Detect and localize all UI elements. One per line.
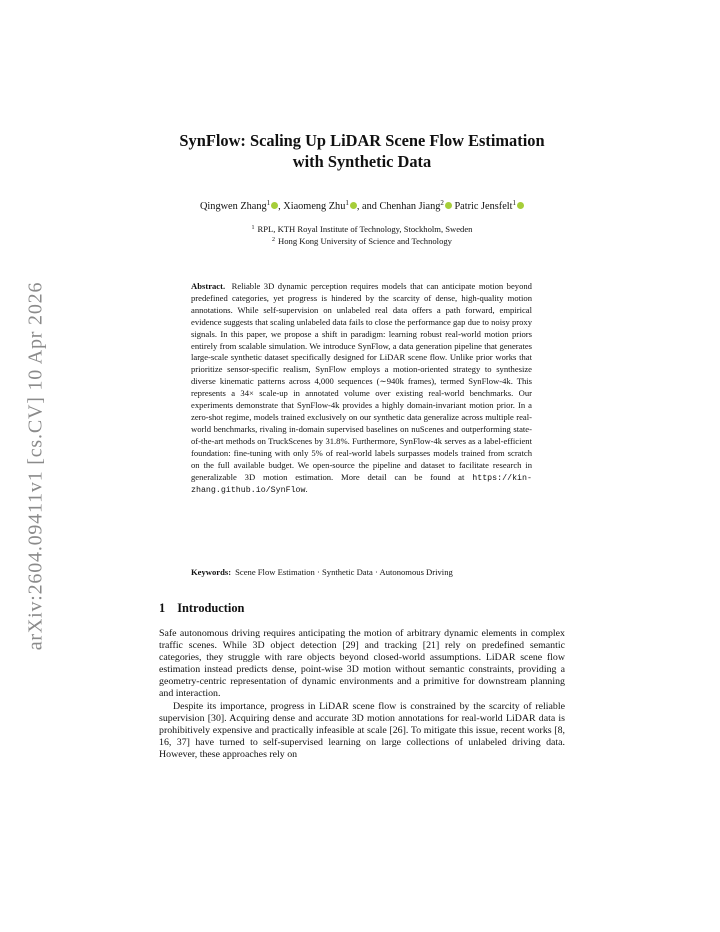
- abstract-end: .: [305, 484, 308, 495]
- keywords-label: Keywords:: [191, 567, 232, 577]
- author-name: Xiaomeng Zhu: [283, 201, 346, 212]
- introduction-body: [159, 628, 565, 761]
- section-heading: [159, 600, 244, 616]
- section-number: 1: [159, 601, 166, 615]
- body-paragraph: Safe autonomous driving requires anticipating the motion of arbitrary dynamic elements in complex traffic scenes. While 3D object detection [29] and tracking [21] rely on predefined semantic categories, they struggle with rare objects beyond closed-world assumptions. LiDAR scene flow estimation instead predicts dense, point-wise 3D motion without semantic constraints, providing a geometry-centric representation of dynamic environments and a primitive for downstream planning and interaction.: [159, 628, 565, 700]
- abstract: [191, 281, 532, 497]
- orcid-icon[interactable]: [517, 202, 524, 209]
- author: [283, 201, 379, 212]
- affiliation-mark: 1: [266, 199, 271, 207]
- author: [379, 201, 454, 212]
- keywords-text: Scene Flow Estimation · Synthetic Data · Autonomous Driving: [235, 567, 453, 577]
- affiliation-mark: 1: [345, 199, 349, 207]
- title-line-1: SynFlow: Scaling Up LiDAR Scene Flow Estimation: [179, 131, 545, 150]
- title-line-2: with Synthetic Data: [292, 152, 432, 171]
- affiliation: [140, 224, 584, 236]
- affiliation-mark: 1: [512, 199, 516, 207]
- affiliation: [140, 236, 584, 248]
- author-name: Qingwen Zhang: [200, 201, 267, 212]
- abstract-text: Reliable 3D dynamic perception requires models that can anticipate motion beyond predefined categories, yet progress is hindered by the scarcity of dense, high-quality motion annotations. While self-supervision on unlabeled real data offers a path forward, empirical evidence suggests that scaling unlabeled data fails to close the performance gap due to noisy proxy signals. In this paper, we propose a shift in paradigm: learning robust real-world motion priors entirely from scalable simulation. We introduce SynFlow, a data generation pipeline that generates large-scale synthetic dataset specifically designed for LiDAR scene flow. Unlike prior works that prioritize sensor-specific realism, SynFlow employs a motion-oriented strategy to synthesize diverse kinematic patterns across 4,000 sequences (∼940k frames), termed SynFlow-4k. This represents a 34× scale-up in annotated volume over existing real-world benchmarks. Our experiments demonstrate that SynFlow-4k provides a highly domain-invariant motion prior. In a zero-shot regime, models trained exclusively on our synthetic data generalize across multiple real-world benchmarks, rivaling in-domain supervised baselines on nuScenes and outperforming state-of-the-art methods on TruckScenes by 31.8%. Furthermore, SynFlow-4k serves as a label-efficient foundation: fine-tuning with only 5% of real-world labels surpasses models trained from scratch on the full available budget. We open-source the pipeline and dataset to facilitate research in generalizable 3D motion estimation. More detail can be found at: [191, 281, 532, 482]
- affiliation-list: [140, 224, 584, 247]
- abstract-label: Abstract.: [191, 281, 226, 291]
- affiliation-mark: 2: [440, 199, 444, 207]
- arxiv-identifier-stamp: arXiv:2604.09411v1 [cs.CV] 10 Apr 2026: [24, 281, 47, 651]
- body-paragraph: Despite its importance, progress in LiDAR scene flow is constrained by the scarcity of reliable supervision [30]. Acquiring dense and accurate 3D motion annotations for real-world LiDAR data is prohibitively expensive and practically infeasible at scale [26]. To mitigate this issue, recent works [8, 16, 37] have turned to self-supervised learning on large collections of unlabeled driving data. However, these approaches rely on: [159, 700, 565, 760]
- project-url-link[interactable]: https://kin-zhang.github.io/SynFlow: [191, 473, 532, 496]
- author-list: [140, 200, 584, 213]
- affiliation-number: 2: [272, 236, 276, 243]
- author-separator: ,: [278, 201, 284, 212]
- author: [454, 201, 524, 212]
- orcid-icon[interactable]: [350, 202, 357, 209]
- author-name: Patric Jensfelt: [454, 201, 513, 212]
- author-separator: , and: [356, 201, 380, 212]
- orcid-icon[interactable]: [445, 202, 452, 209]
- author-name: Chenhan Jiang: [379, 201, 441, 212]
- affiliation-number: 1: [251, 225, 255, 231]
- author: [200, 201, 283, 212]
- affiliation-text: RPL, KTH Royal Institute of Technology, Stockholm, Sweden: [257, 224, 473, 234]
- section-title: Introduction: [177, 601, 245, 615]
- paper-title: [150, 130, 574, 172]
- keywords: [191, 566, 532, 578]
- affiliation-text: Hong Kong University of Science and Technology: [278, 235, 452, 246]
